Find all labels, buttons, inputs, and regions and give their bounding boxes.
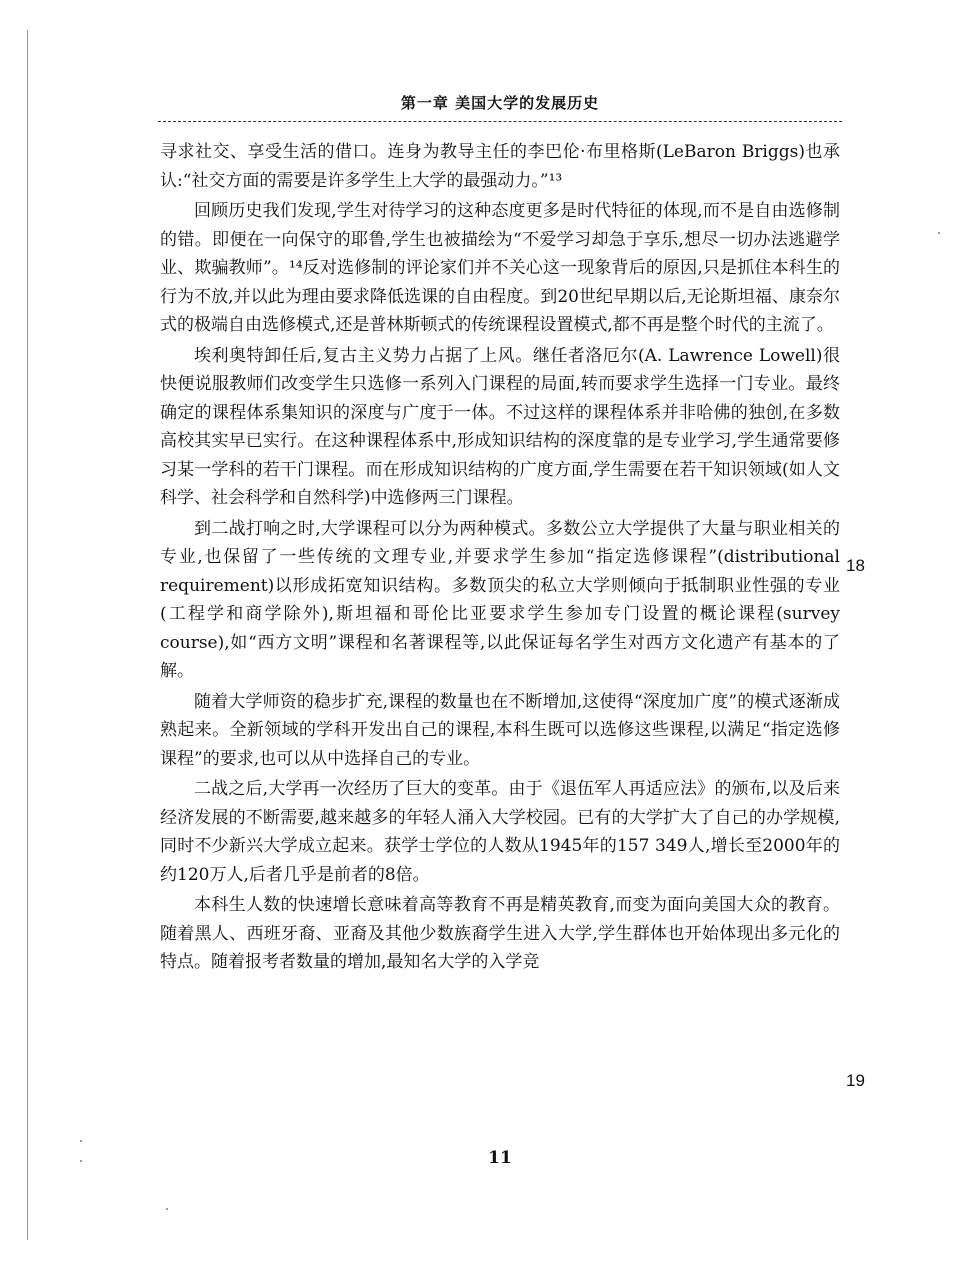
paragraph-5: 随着大学师资的稳步扩充,课程的数量也在不断增加,这使得“深度加广度”的模式逐渐成熟起来。全新领域的学科开发出自己的课程,本科生既可以选修这些课程,以满足“指定选修课程”的要求,也可以从中选择自己的专业。 bbox=[160, 691, 840, 769]
scan-speck bbox=[938, 232, 940, 234]
paragraph-6: 二战之后,大学再一次经历了巨大的变革。由于《退伍军人再适应法》的颁布,以及后来经济发展的不断需要,越来越多的年轻人涌入大学校园。已有的大学扩大了自己的办学规模,同时不少新兴大学成立起来。获学士学位的人数从1945年的157 349人,增长至2000年的约120万人,后者几乎是前者的8倍。 bbox=[160, 779, 840, 885]
original-page-marker-19: 19 bbox=[846, 1071, 865, 1090]
page-number: 11 bbox=[488, 1148, 512, 1168]
paragraph-7: 本科生人数的快速增长意味着高等教育不再是精英教育,而变为面向美国大众的教育。随着黑人、西班牙裔、亚裔及其他少数族裔学生进入大学,学生群体也开始体现出多元化的特点。随着报考者数量的增加,最知名大学的入学竞 bbox=[160, 895, 840, 972]
running-header-title: 第一章 美国大学的发展历史 bbox=[400, 94, 600, 112]
original-page-marker-18: 18 bbox=[846, 556, 865, 575]
scan-speck bbox=[80, 1140, 82, 1142]
paragraph-4: 到二战打响之时,大学课程可以分为两种模式。多数公立大学提供了大量与职业相关的专业,也保留了一些传统的文理专业,并要求学生参加“指定选修课程”(distributional requirement)以形成拓宽知识结构。多数顶尖的私立大学则倾向于抵制职业性强的专业(工程学和商学除外),斯坦福和哥伦比亚要求学生参加专门设置的概论课程(survey course),如“西方文明”课程和名著课程等,以此保证每名学生对西方文化遗产有基本的了解。 bbox=[160, 518, 840, 681]
scan-speck bbox=[166, 1208, 168, 1210]
scan-speck bbox=[80, 1160, 82, 1162]
scan-edge-line bbox=[27, 30, 28, 1240]
paragraph-1: 寻求社交、享受生活的借口。连身为教导主任的李巴伦·布里格斯(LeBaron Briggs)也承认:“社交方面的需要是许多学生上大学的最强动力。”¹³ bbox=[160, 142, 840, 191]
paragraph-2: 回顾历史我们发现,学生对待学习的这种态度更多是时代特征的体现,而不是自由选修制的错。即便在一向保守的耶鲁,学生也被描绘为“不爱学习却急于享乐,想尽一切办法逃避学业、欺骗教师”。¹⁴反对选修制的评论家们并不关心这一现象背后的原因,只是抓住本科生的行为不放,并以此为理由要求降低选课的自由程度。到20世纪早期以后,无论斯坦福、康奈尔式的极端自由选修模式,还是普林斯顿式的传统课程设置模式,都不再是整个时代的主流了。 bbox=[160, 201, 840, 335]
paragraph-3: 埃利奥特卸任后,复古主义势力占据了上风。继任者洛厄尔(A. Lawrence Lowell)很快便说服教师们改变学生只选修一系列入门课程的局面,转而要求学生选择一门专业。最终确定的课程体系集知识的深度与广度于一体。不过这样的课程体系并非哈佛的独创,在多数高校其实早已实行。在这种课程体系中,形成知识结构的深度靠的是专业学习,学生通常要修习某一学科的若干门课程。而在形成知识结构的广度方面,学生需要在若干知识领域(如人文科学、社会科学和自然科学)中选修两三门课程。 bbox=[160, 345, 840, 508]
body-text bbox=[160, 138, 840, 977]
header-rule bbox=[158, 121, 842, 122]
